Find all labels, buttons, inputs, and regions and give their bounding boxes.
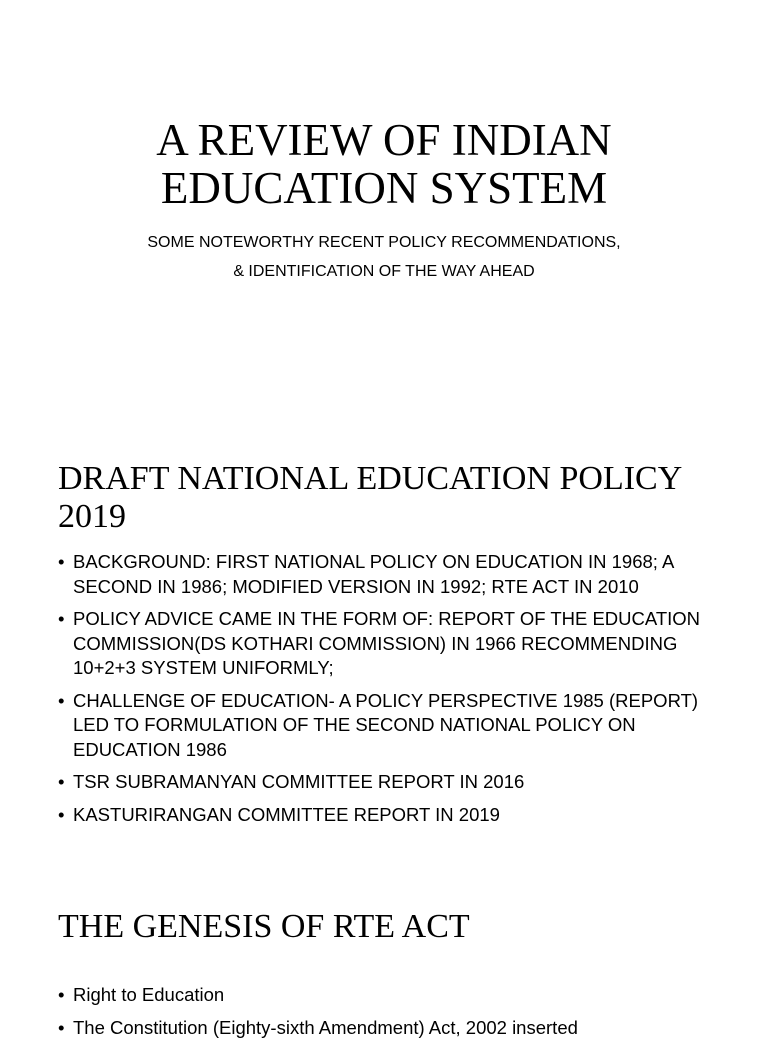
policy-slide — [0, 420, 768, 860]
bullet-icon: • — [58, 803, 65, 825]
bullet-icon: • — [58, 984, 65, 1005]
list-item — [58, 770, 718, 795]
bullet-icon: • — [58, 689, 65, 711]
list-item-text: KASTURIRANGAN COMMITTEE REPORT IN 2019 — [73, 803, 500, 825]
list-item-text: CHALLENGE OF EDUCATION- A POLICY PERSPECTIVE 1985 (REPORT) LED TO FORMULATION OF THE SECOND NATIONAL POLICY ON EDUCATION 1986 — [73, 689, 699, 760]
list-item-text: Right to Education — [73, 984, 225, 1005]
list-item — [58, 803, 718, 828]
bullet-icon: • — [58, 771, 65, 792]
list-item-text: POLICY ADVICE CAME IN THE FORM OF: REPORT OF THE EDUCATION COMMISSION(DS KOTHARI COMMISSION) IN 1966 RECOMMENDING 10+2+3 SYSTEM UNIFORMLY; — [73, 608, 701, 678]
list-item-text: The Constitution (Eighty-sixth Amendment) Act, 2002 inserted — [73, 1016, 578, 1038]
slide-heading: DRAFT NATIONAL EDUCATION POLICY 2019 — [58, 460, 682, 535]
list-item-text: BACKGROUND: FIRST NATIONAL POLICY ON EDUCATION IN 1968; A SECOND IN 1986; MODIFIED VERSION IN 1992; RTE ACT IN 2010 — [73, 551, 674, 597]
list-item — [58, 983, 718, 1008]
list-item-text: TSR SUBRAMANYAN COMMITTEE REPORT IN 2016 — [73, 771, 525, 792]
title-slide — [0, 0, 768, 420]
subtitle-line-1: SOME NOTEWORTHY RECENT POLICY RECOMMENDATIONS, — [147, 234, 621, 251]
list-item — [58, 550, 718, 599]
bullet-icon: • — [58, 551, 65, 572]
presentation-subtitle — [0, 228, 768, 286]
rte-slide — [0, 860, 768, 1038]
presentation-title — [0, 116, 768, 212]
list-item — [58, 607, 718, 681]
bullet-icon: • — [58, 1016, 65, 1038]
bullet-list — [58, 550, 718, 835]
subtitle-line-2: & IDENTIFICATION OF THE WAY AHEAD — [233, 263, 535, 280]
title-line-2: EDUCATION SYSTEM — [160, 163, 608, 213]
title-line-1: A REVIEW OF INDIAN — [156, 115, 612, 165]
bullet-list — [58, 983, 718, 1048]
bullet-icon: • — [58, 608, 65, 629]
slide-heading: THE GENESIS OF RTE ACT — [58, 908, 470, 945]
list-item — [58, 689, 718, 763]
list-item — [58, 1016, 718, 1041]
